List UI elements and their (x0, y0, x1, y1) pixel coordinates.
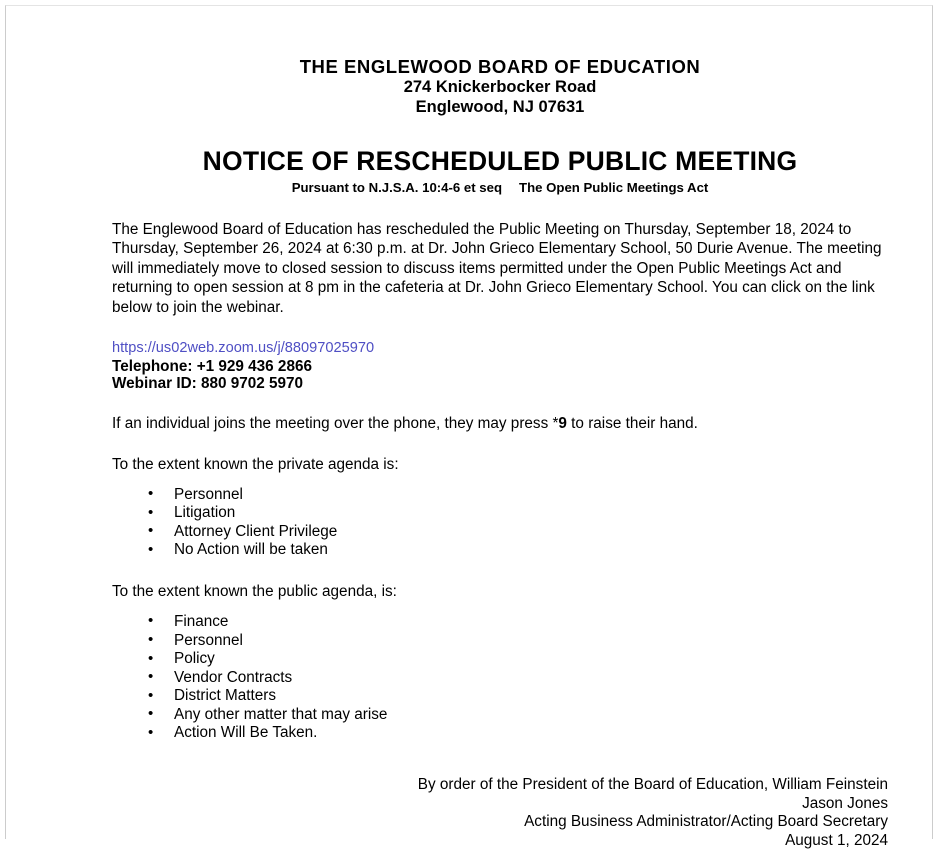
zoom-meeting-link[interactable]: https://us02web.zoom.us/j/88097025970 (112, 340, 375, 357)
raise-hand-note-after: to raise their hand. (566, 414, 698, 432)
letterhead (112, 56, 888, 117)
document-page (5, 5, 933, 849)
document-content (112, 6, 888, 850)
signature-block (112, 776, 888, 850)
zoom-link-row (112, 339, 888, 358)
private-agenda-heading: To the extent known the private agenda is: (112, 455, 399, 473)
list-item: • Attorney Client Privilege (112, 523, 888, 542)
list-item: • District Matters (112, 687, 888, 706)
list-item: • Personnel (112, 486, 888, 505)
list-item: • Finance (112, 613, 888, 632)
list-item: • No Action will be taken (112, 541, 888, 560)
meeting-description-paragraph: The Englewood Board of Education has rescheduled the Public Meeting on Thursday, September 18, 2024 to Thursday, September 26, 2024 at 6:30 p.m. at Dr. John Grieco Elementary School, 50 Durie Avenue. The meeting will immediately move to closed session to discuss items permitted under the Open Public Meetings Act and returning to open session at 8 pm in the cafeteria at Dr. John Grieco Elementary School. You can click on the link below to join the webinar. (112, 221, 882, 316)
list-item: • Policy (112, 650, 888, 669)
telephone-line: Telephone: +1 929 436 2866 (112, 357, 312, 375)
list-item: • Personnel (112, 632, 888, 651)
statute-reference (112, 180, 888, 196)
page-title: NOTICE OF RESCHEDULED PUBLIC MEETING (202, 146, 798, 176)
public-agenda-list (112, 613, 888, 743)
list-item: • Any other matter that may arise (112, 706, 888, 725)
signature-title: Acting Business Administrator/Acting Board Secretary (524, 813, 888, 831)
signature-authority: By order of the President of the Board of Education, William Feinstein (417, 776, 888, 794)
statute-citation: Pursuant to N.J.S.A. 10:4-6 et seq (291, 180, 503, 195)
list-item: • Litigation (112, 504, 888, 523)
street-address: 274 Knickerbocker Road (403, 78, 597, 96)
city-state-zip: Englewood, NJ 07631 (415, 98, 585, 116)
raise-hand-note-before: If an individual joins the meeting over the phone, they may press * (112, 414, 559, 432)
signature-name: Jason Jones (802, 794, 888, 812)
signature-date: August 1, 2024 (785, 831, 888, 849)
act-name: The Open Public Meetings Act (519, 180, 709, 195)
list-item: • Vendor Contracts (112, 669, 888, 688)
webinar-details (112, 339, 888, 393)
raise-hand-key: 9 (558, 414, 567, 432)
raise-hand-note (112, 414, 888, 433)
list-item: • Action Will Be Taken. (112, 724, 888, 743)
organization-name: THE ENGLEWOOD BOARD OF EDUCATION (299, 56, 701, 77)
public-agenda-heading: To the extent known the public agenda, is: (112, 582, 397, 600)
private-agenda-list (112, 486, 888, 560)
webinar-id-line: Webinar ID: 880 9702 5970 (112, 375, 304, 393)
